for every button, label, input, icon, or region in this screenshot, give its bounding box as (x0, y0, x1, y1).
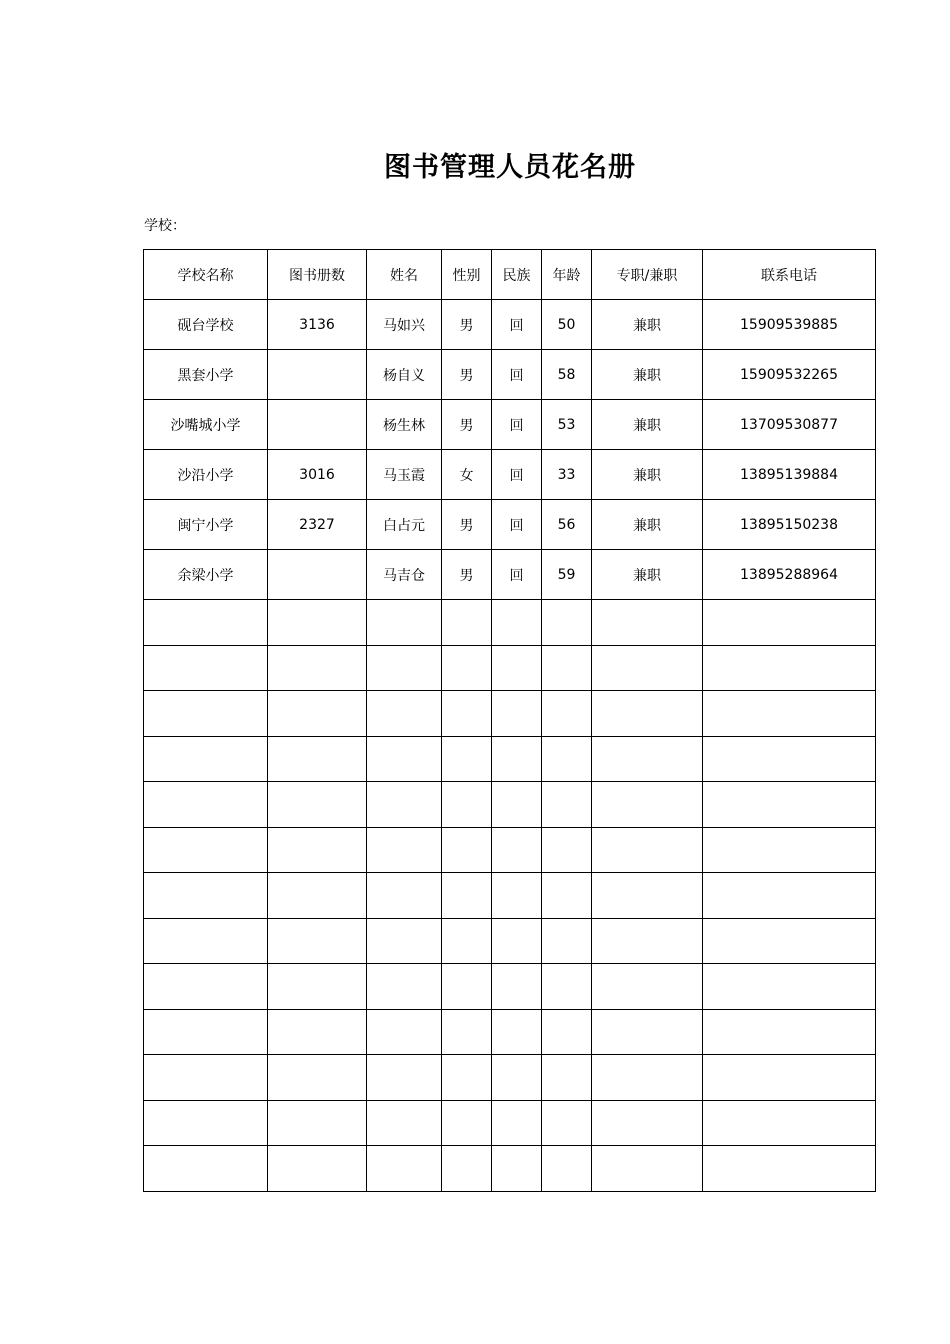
cell-type: 兼职 (592, 550, 703, 600)
cell-ethnicity: 回 (492, 450, 542, 500)
blank-table-row (144, 827, 876, 873)
cell-phone: 13709530877 (703, 400, 876, 450)
cell-books (268, 550, 367, 600)
cell-ethnicity: 回 (492, 350, 542, 400)
cell-ethnicity: 回 (492, 500, 542, 550)
cell-books: 3016 (268, 450, 367, 500)
cell-gender: 男 (442, 350, 492, 400)
header-employment-type: 专职/兼职 (592, 250, 703, 300)
cell-books: 2327 (268, 500, 367, 550)
cell-books (268, 350, 367, 400)
cell-ethnicity: 回 (492, 300, 542, 350)
blank-table-row (144, 691, 876, 737)
table-row (144, 550, 876, 600)
table-row (144, 450, 876, 500)
header-age: 年龄 (542, 250, 592, 300)
blank-table-row (144, 1146, 876, 1192)
header-ethnicity: 民族 (492, 250, 542, 300)
cell-age: 59 (542, 550, 592, 600)
table-row (144, 400, 876, 450)
cell-phone: 13895150238 (703, 500, 876, 550)
blank-table-row (144, 645, 876, 691)
blank-table-row (144, 918, 876, 964)
cell-books (268, 400, 367, 450)
cell-type: 兼职 (592, 450, 703, 500)
cell-gender: 男 (442, 500, 492, 550)
table-row (144, 300, 876, 350)
header-name: 姓名 (367, 250, 442, 300)
cell-age: 56 (542, 500, 592, 550)
cell-phone: 13895139884 (703, 450, 876, 500)
cell-age: 58 (542, 350, 592, 400)
cell-name: 马吉仓 (367, 550, 442, 600)
cell-school: 砚台学校 (144, 300, 268, 350)
cell-phone: 15909539885 (703, 300, 876, 350)
table-header-row (144, 250, 876, 300)
header-book-count: 图书册数 (268, 250, 367, 300)
cell-name: 杨生林 (367, 400, 442, 450)
cell-school: 沙沿小学 (144, 450, 268, 500)
header-gender: 性别 (442, 250, 492, 300)
cell-school: 黑套小学 (144, 350, 268, 400)
cell-school: 沙嘴城小学 (144, 400, 268, 450)
cell-age: 33 (542, 450, 592, 500)
cell-phone: 13895288964 (703, 550, 876, 600)
blank-table-row (144, 1009, 876, 1055)
blank-table-row (144, 736, 876, 782)
cell-type: 兼职 (592, 350, 703, 400)
cell-ethnicity: 回 (492, 550, 542, 600)
cell-ethnicity: 回 (492, 400, 542, 450)
cell-gender: 男 (442, 300, 492, 350)
cell-type: 兼职 (592, 400, 703, 450)
table-row (144, 500, 876, 550)
header-phone: 联系电话 (703, 250, 876, 300)
page-title: 图书管理人员花名册 (384, 152, 636, 183)
cell-age: 50 (542, 300, 592, 350)
blank-table-row (144, 782, 876, 828)
blank-table-row (144, 873, 876, 919)
cell-school: 闽宁小学 (144, 500, 268, 550)
cell-gender: 男 (442, 550, 492, 600)
blank-table-row (144, 1100, 876, 1146)
roster-table (143, 249, 876, 1192)
cell-books: 3136 (268, 300, 367, 350)
cell-type: 兼职 (592, 300, 703, 350)
blank-table-row (144, 1055, 876, 1101)
school-label: 学校： (144, 218, 186, 234)
cell-name: 马玉霞 (367, 450, 442, 500)
cell-gender: 男 (442, 400, 492, 450)
cell-name: 杨自义 (367, 350, 442, 400)
cell-type: 兼职 (592, 500, 703, 550)
cell-phone: 15909532265 (703, 350, 876, 400)
cell-name: 白占元 (367, 500, 442, 550)
cell-age: 53 (542, 400, 592, 450)
cell-gender: 女 (442, 450, 492, 500)
cell-name: 马如兴 (367, 300, 442, 350)
header-school-name: 学校名称 (144, 250, 268, 300)
blank-table-row (144, 964, 876, 1010)
table-row (144, 350, 876, 400)
blank-table-row (144, 600, 876, 646)
cell-school: 余梁小学 (144, 550, 268, 600)
